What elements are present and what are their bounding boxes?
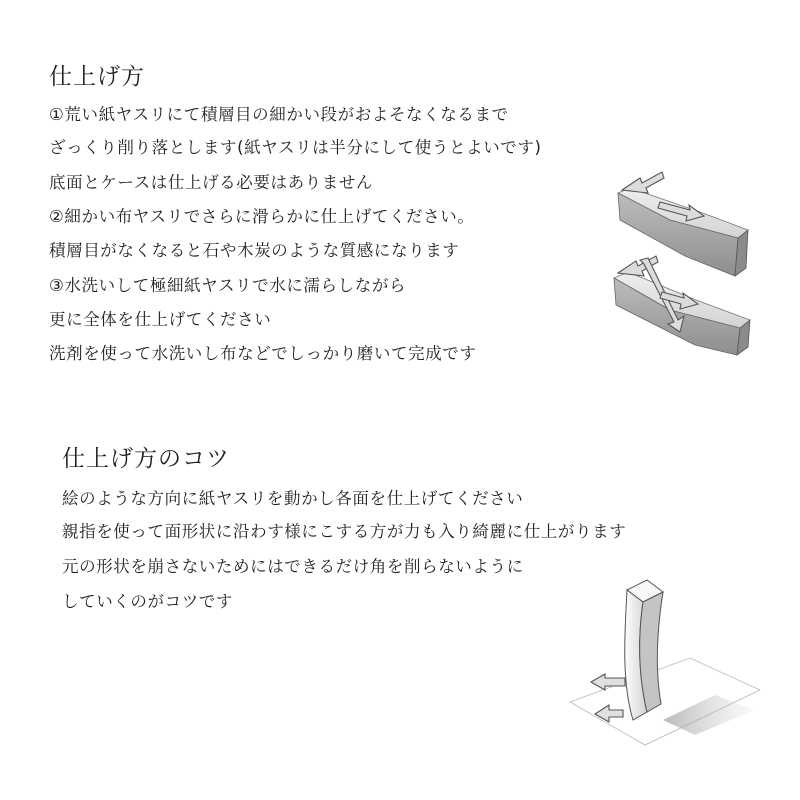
- finishing-line-2: ざっくり削り落とします(紙ヤスリは半分にして使うとよいです): [49, 138, 542, 157]
- bar-lower: [614, 272, 750, 355]
- finishing-line-1: ①荒い紙ヤスリにて積層目の細かい段がおよそなくなるまで: [49, 105, 509, 124]
- tips-line-2: 親指を使って面形状に沿わす様にこする方が力も入り綺麗に仕上がります: [62, 522, 627, 541]
- bar-upper: [618, 188, 748, 276]
- sanding-vertical-bar-illustration: [565, 570, 765, 760]
- tips-line-1: 絵のような方向に紙ヤスリを動かし各面を仕上げてください: [62, 489, 524, 508]
- section-title-finishing: 仕上げ方: [49, 64, 145, 90]
- finishing-line-4: ②細かい布ヤスリでさらに滑らかに仕上げてください。: [49, 207, 475, 226]
- tips-line-3: 元の形状を崩さないためにはできるだけ角を削らないように: [62, 557, 524, 576]
- vertical-post: [625, 580, 663, 720]
- finishing-line-3: 底面とケースは仕上げる必要はありません: [49, 173, 374, 192]
- finishing-line-7: 更に全体を仕上げてください: [49, 310, 272, 329]
- finishing-line-8: 洗剤を使って水洗いし布などでしっかり磨いて完成です: [49, 344, 477, 363]
- tips-line-4: していくのがコツです: [62, 592, 233, 611]
- arrow-icon: [591, 674, 625, 722]
- finishing-line-5: 積層目がなくなると石や木炭のような質感になります: [49, 241, 460, 260]
- finishing-line-6: ③水洗いして極細紙ヤスリで水に濡らしながら: [49, 276, 407, 295]
- section-title-tips: 仕上げ方のコツ: [62, 446, 230, 472]
- sanding-bars-illustration: [600, 160, 770, 360]
